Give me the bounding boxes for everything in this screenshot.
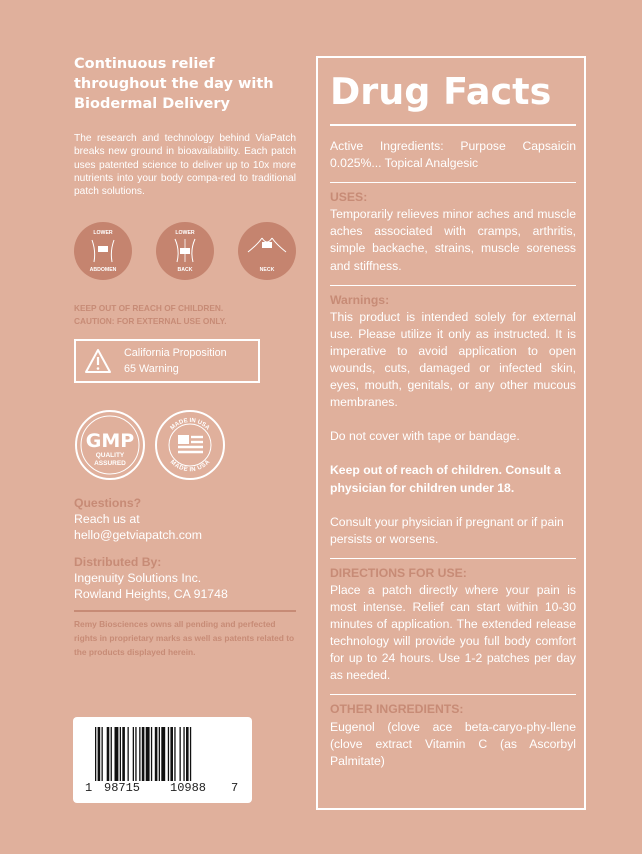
other-ingredients-text: Eugenol (clove ace beta-caryo-phy-llene (clove extract Vitamin C (as Ascorbyl Palmitate) xyxy=(330,719,576,768)
distributor-name: Ingenuity Solutions Inc. xyxy=(74,571,202,586)
questions-block xyxy=(74,495,296,543)
divider xyxy=(330,285,576,286)
lower-back-label-bottom: BACK xyxy=(177,267,193,274)
barcode xyxy=(73,717,252,803)
barcode-group-right: 10988 xyxy=(170,781,207,795)
divider xyxy=(330,558,576,559)
caution-line: CAUTION: FOR EXTERNAL USE ONLY. xyxy=(74,315,227,326)
barcode-digit-first: 1 xyxy=(85,781,93,795)
barcode-group-left: 98715 xyxy=(104,781,141,795)
distributed-label: Distributed By: xyxy=(74,555,162,570)
neck-icon xyxy=(238,222,296,280)
consult-text: Consult your physician if pregnant or if pain persists or worsens. xyxy=(330,514,564,546)
active-ingredients: Active Ingredients: Purpose Capsaicin 0.025%... Topical Analgesic xyxy=(330,139,576,171)
keep-out-text: Keep out of reach of children. Consult a physician for children under 18. xyxy=(330,463,561,495)
barcode-bars xyxy=(73,717,252,803)
keep-out-warning xyxy=(74,302,296,327)
usa-badge-bottom-text: MADE IN USA xyxy=(168,459,212,474)
uses-text: Temporarily relieves minor aches and muscle aches associated with cramps, arthritis, simple backache, strains, muscle soreness and stiffness. xyxy=(330,207,576,273)
left-divider xyxy=(74,610,296,612)
application-area-icons xyxy=(74,222,296,280)
gmp-badge xyxy=(74,409,146,481)
lower-back-icon xyxy=(156,222,214,280)
barcode-digit-last: 7 xyxy=(231,781,239,795)
certification-badges xyxy=(74,409,296,481)
contact-email[interactable]: hello@getviapatch.com xyxy=(74,528,203,543)
other-ingredients-title: OTHER INGREDIENTS: xyxy=(330,702,464,717)
directions-text: Place a patch directly where your pain is most intense. Relief can start within 10-30 minutes of application. The extended release technology will provide you full body comfort for up to 24 hours. Use 1-2 patches per day as needed. xyxy=(330,582,576,683)
abdomen-label-top: LOWER xyxy=(93,230,113,237)
abdomen-icon xyxy=(74,222,132,280)
neck-label: NECK xyxy=(259,267,275,274)
gmp-line2: ASSURED xyxy=(94,460,126,468)
title-rule xyxy=(330,124,576,126)
prop65-line2: 65 Warning xyxy=(124,362,179,375)
gmp-line1: QUALITY xyxy=(95,452,125,460)
prop65-line1: California Proposition xyxy=(124,347,227,360)
no-cover-text: Do not cover with tape or bandage. xyxy=(330,429,520,444)
distributed-block xyxy=(74,554,296,602)
warning-triangle-icon xyxy=(84,348,112,374)
warnings-text: This product is intended solely for external use. Please utilize it only as instructed. It is imperative to avoid application to open wounds, cuts, damaged or infected skin, eyes, mouth, genitals, or any other mucous membranes. xyxy=(330,309,576,410)
headline: Continuous relief throughout the day with Biodermal Delivery xyxy=(74,56,274,112)
gmp-title: GMP xyxy=(85,430,135,453)
usa-badge-top-text: MADE IN USA xyxy=(169,418,211,432)
drug-facts-panel xyxy=(316,56,586,810)
prop65-warning-box xyxy=(74,339,260,383)
legal-notice: Remy Biosciences owns all pending and perfected rights in proprietary marks as well as patents related to the products displayed herein. xyxy=(74,619,295,657)
keep-out-line: KEEP OUT OF REACH OF CHILDREN. xyxy=(74,303,224,314)
intro-paragraph: The research and technology behind ViaPatch breaks new ground in bioavailability. Each patch uses patented science to deliver up to 10x more nutrients into your body compa-red to traditional patch solutions. xyxy=(74,133,296,198)
directions-title: DIRECTIONS FOR USE: xyxy=(330,565,467,580)
abdomen-label-bottom: ABDOMEN xyxy=(89,267,117,274)
left-column xyxy=(74,54,296,659)
drug-facts-title: Drug Facts xyxy=(330,70,552,113)
distributor-address: Rowland Heights, CA 91748 xyxy=(74,587,228,602)
questions-label: Questions? xyxy=(74,496,142,511)
lower-back-label-top: LOWER xyxy=(175,230,195,237)
divider xyxy=(330,182,576,183)
divider xyxy=(330,694,576,695)
questions-line: Reach us at xyxy=(74,512,140,527)
made-in-usa-badge xyxy=(154,409,226,481)
warnings-title: Warnings: xyxy=(330,292,390,307)
uses-title: USES: xyxy=(330,190,368,205)
